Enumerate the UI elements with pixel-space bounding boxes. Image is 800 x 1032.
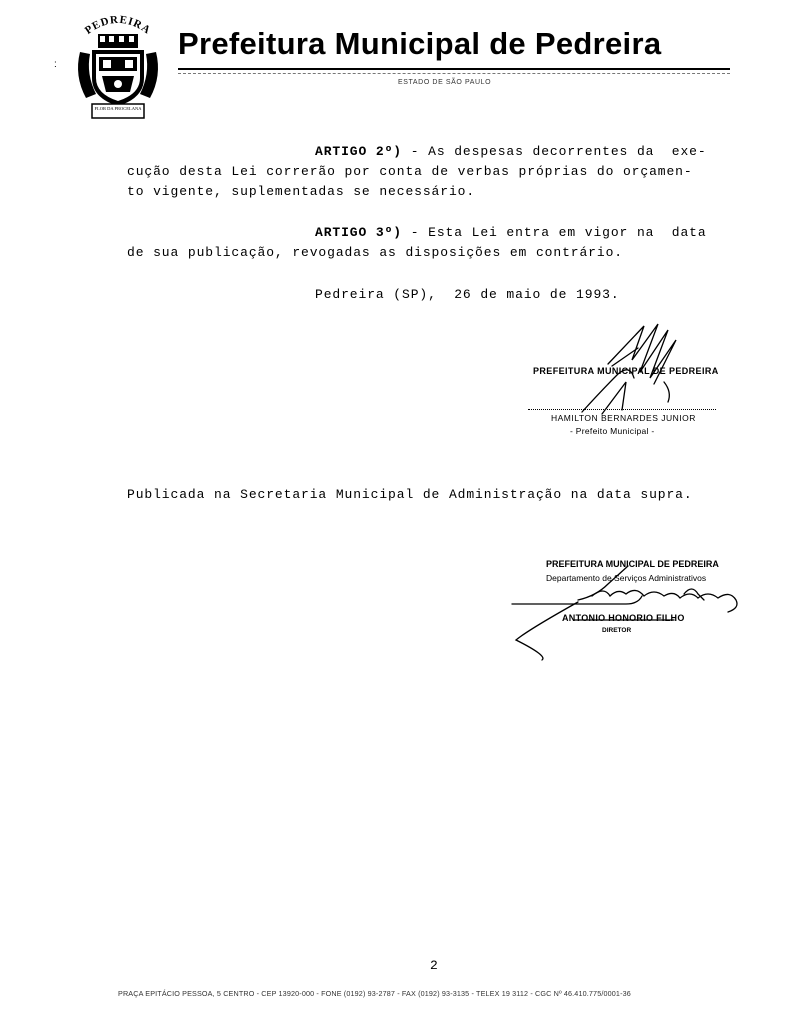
dateline: Pedreira (SP), 26 de maio de 1993. bbox=[315, 287, 620, 302]
letterhead-title: Prefeitura Municipal de Pedreira bbox=[178, 26, 662, 61]
handwritten-signature-1 bbox=[572, 320, 692, 418]
body-line-5: de sua publicação, revogadas as disposições em contrário. bbox=[127, 245, 623, 260]
letterhead-state: ESTADO DE SÃO PAULO bbox=[398, 79, 492, 86]
artigo-2-text: - As despesas decorrentes da exe- bbox=[402, 144, 707, 159]
signature1-role: - Prefeito Municipal - bbox=[570, 426, 655, 436]
signature2-name: ANTONIO HONORIO FILHO bbox=[562, 613, 685, 623]
signature2-department: Departamento de Serviços Administrativos bbox=[546, 573, 707, 583]
footer-address: PRAÇA EPITÁCIO PESSOA, 5 CENTRO - CEP 13920-000 - FONE (0192) 93-2787 - FAX (0192) 93-3135 - TELEX 19 3112 - CGC Nº 46.410.775/0001-36 bbox=[118, 989, 631, 998]
artigo-3-heading: ARTIGO 3º) bbox=[315, 225, 403, 240]
page-number: 2 bbox=[430, 958, 439, 973]
artigo-2-line bbox=[315, 144, 707, 159]
municipal-crest-logo bbox=[72, 14, 164, 122]
signature1-name: HAMILTON BERNARDES JUNIOR bbox=[551, 413, 696, 423]
signature1-org: PREFEITURA MUNICIPAL DE PEDREIRA bbox=[533, 366, 719, 376]
body-line-3: to vigente, suplementadas se necessário. bbox=[127, 184, 476, 199]
body-line-2: cução desta Lei correrão por conta de verbas próprias do orçamen- bbox=[127, 164, 693, 179]
signature2-role: DIRETOR bbox=[602, 627, 632, 634]
letterhead-rule-dashed bbox=[178, 73, 730, 74]
publication-note: Publicada na Secretaria Municipal de Administração na data supra. bbox=[127, 487, 693, 502]
margin-mark: : bbox=[54, 59, 57, 70]
letterhead-rule bbox=[178, 68, 730, 70]
handwritten-signature-2 bbox=[508, 560, 744, 662]
svg-text:PEDREIRA: PEDREIRA bbox=[82, 14, 154, 37]
artigo-2-heading: ARTIGO 2º) bbox=[315, 144, 403, 159]
artigo-3-text: - Esta Lei entra em vigor na data bbox=[402, 225, 707, 240]
artigo-3-line bbox=[315, 225, 707, 240]
signature2-org: PREFEITURA MUNICIPAL DE PEDREIRA bbox=[546, 559, 719, 569]
svg-text:FLOR DA PROCELANA: FLOR DA PROCELANA bbox=[94, 106, 142, 111]
